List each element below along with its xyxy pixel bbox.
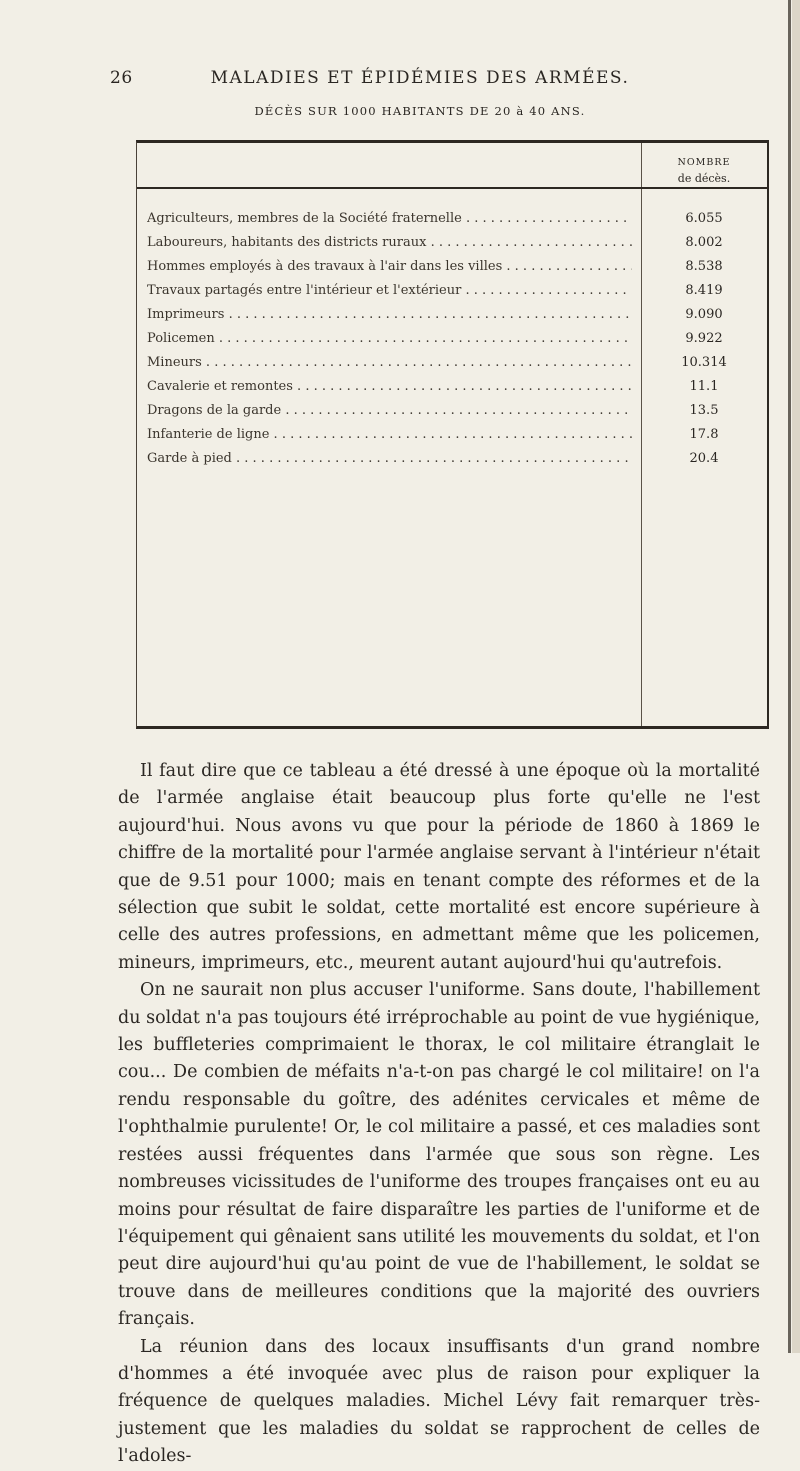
row-value: 6.055: [685, 211, 723, 226]
row-value: 10.314: [681, 355, 727, 370]
row-value: 11.1: [689, 379, 719, 394]
row-value: 17.8: [689, 427, 719, 442]
table-row: [137, 351, 767, 375]
table-row: [137, 255, 767, 279]
body-text: [118, 758, 760, 1471]
row-label: Garde à pied . . .: [147, 451, 632, 466]
row-value: 9.922: [685, 331, 723, 346]
column-header-line1: NOMBRE: [677, 157, 731, 168]
row-label: Infanterie de ligne . . .: [147, 427, 632, 442]
row-label: Laboureurs, habitants des districts ruraux . . .: [147, 235, 632, 250]
row-label: Cavalerie et remontes . . .: [147, 379, 632, 394]
running-title: MALADIES ET ÉPIDÉMIES DES ARMÉES.: [210, 68, 630, 88]
table-row: [137, 375, 767, 399]
row-label: Agriculteurs, membres de la Société fraternelle . . .: [147, 211, 632, 226]
row-label: Imprimeurs . . .: [147, 307, 632, 322]
column-header: [641, 155, 767, 187]
table-caption: DÉCÈS SUR 1000 HABITANTS DE 20 à 40 ANS.: [254, 104, 586, 118]
row-label: Dragons de la garde . . .: [147, 403, 632, 418]
table-row: [137, 327, 767, 351]
table-row: [137, 231, 767, 255]
row-value: 8.538: [685, 259, 723, 274]
table-row: [137, 303, 767, 327]
paragraph: On ne saurait non plus accuser l'uniforme. Sans doute, l'habillement du soldat n'a pas toujours été irréprochable au point de vue hygiénique, les buffleteries comprimaient le thorax, le col militaire étranglait le cou... De combien de méfaits n'a-t-on pas chargé le col militaire! on l'a rendu responsable du goître, des adénites cervicales et même de l'ophthalmie purulente! Or, le col militaire a passé, et ces maladies sont restées aussi fréquentes dans l'armée que sous son règne. Les nombreuses vicissitudes de l'uniforme des troupes françaises ont eu au moins pour résultat de faire disparaître les parties de l'uniforme et de l'équipement qui gênaient sans utilité les mouvements du soldat, et l'on peut dire aujourd'hui qu'au point de vue de l'habillement, le soldat se trouve dans de meilleures conditions que la majorité des ouvriers français.: [118, 980, 760, 1330]
row-label: Hommes employés à des travaux à l'air dans les villes . . .: [147, 259, 632, 274]
column-header-line2: de décès.: [677, 172, 731, 185]
table-row: [137, 423, 767, 447]
row-value: 8.419: [685, 283, 723, 298]
table-row: [137, 447, 767, 471]
table-body: [137, 207, 767, 471]
row-value: 13.5: [689, 403, 719, 418]
row-label: Mineurs . . .: [147, 355, 632, 370]
page-number: 26: [110, 68, 133, 88]
page-header: [110, 68, 730, 98]
mortality-table: [136, 140, 769, 729]
row-label: Travaux partagés entre l'intérieur et l'extérieur . . .: [147, 283, 632, 298]
row-label: Policemen . . .: [147, 331, 632, 346]
table-row: [137, 279, 767, 303]
row-value: 9.090: [685, 307, 723, 322]
paragraph: Il faut dire que ce tableau a été dressé à une époque où la mortalité de l'armée anglaise était beaucoup plus forte qu'elle ne l'est aujourd'hui. Nous avons vu que pour la période de 1860 à 1869 le chiffre de la mortalité pour l'armée anglaise servant à l'intérieur n'était que de 9.51 pour 1000; mais en tenant compte des réformes et de la sélection que subit le soldat, cette mortalité est encore supérieure à celle des autres professions, en admettant même que les policemen, mineurs, imprimeurs, etc., meurent autant aujourd'hui qu'autrefois.: [118, 761, 760, 973]
header-rule: [137, 187, 767, 189]
table-row: [137, 207, 767, 231]
paragraph: La réunion dans des locaux insuffisants d'un grand nombre d'hommes a été invoquée avec plus de raison pour expliquer la fréquence de quelques maladies. Michel Lévy fait remarquer très-justement que les maladies du soldat se rapprochent de celles de l'adoles-: [118, 1336, 760, 1467]
page-edge-shadow: [792, 0, 800, 1353]
row-value: 8.002: [685, 235, 723, 250]
page-edge: [788, 0, 791, 1353]
table-row: [137, 399, 767, 423]
row-value: 20.4: [689, 451, 719, 466]
